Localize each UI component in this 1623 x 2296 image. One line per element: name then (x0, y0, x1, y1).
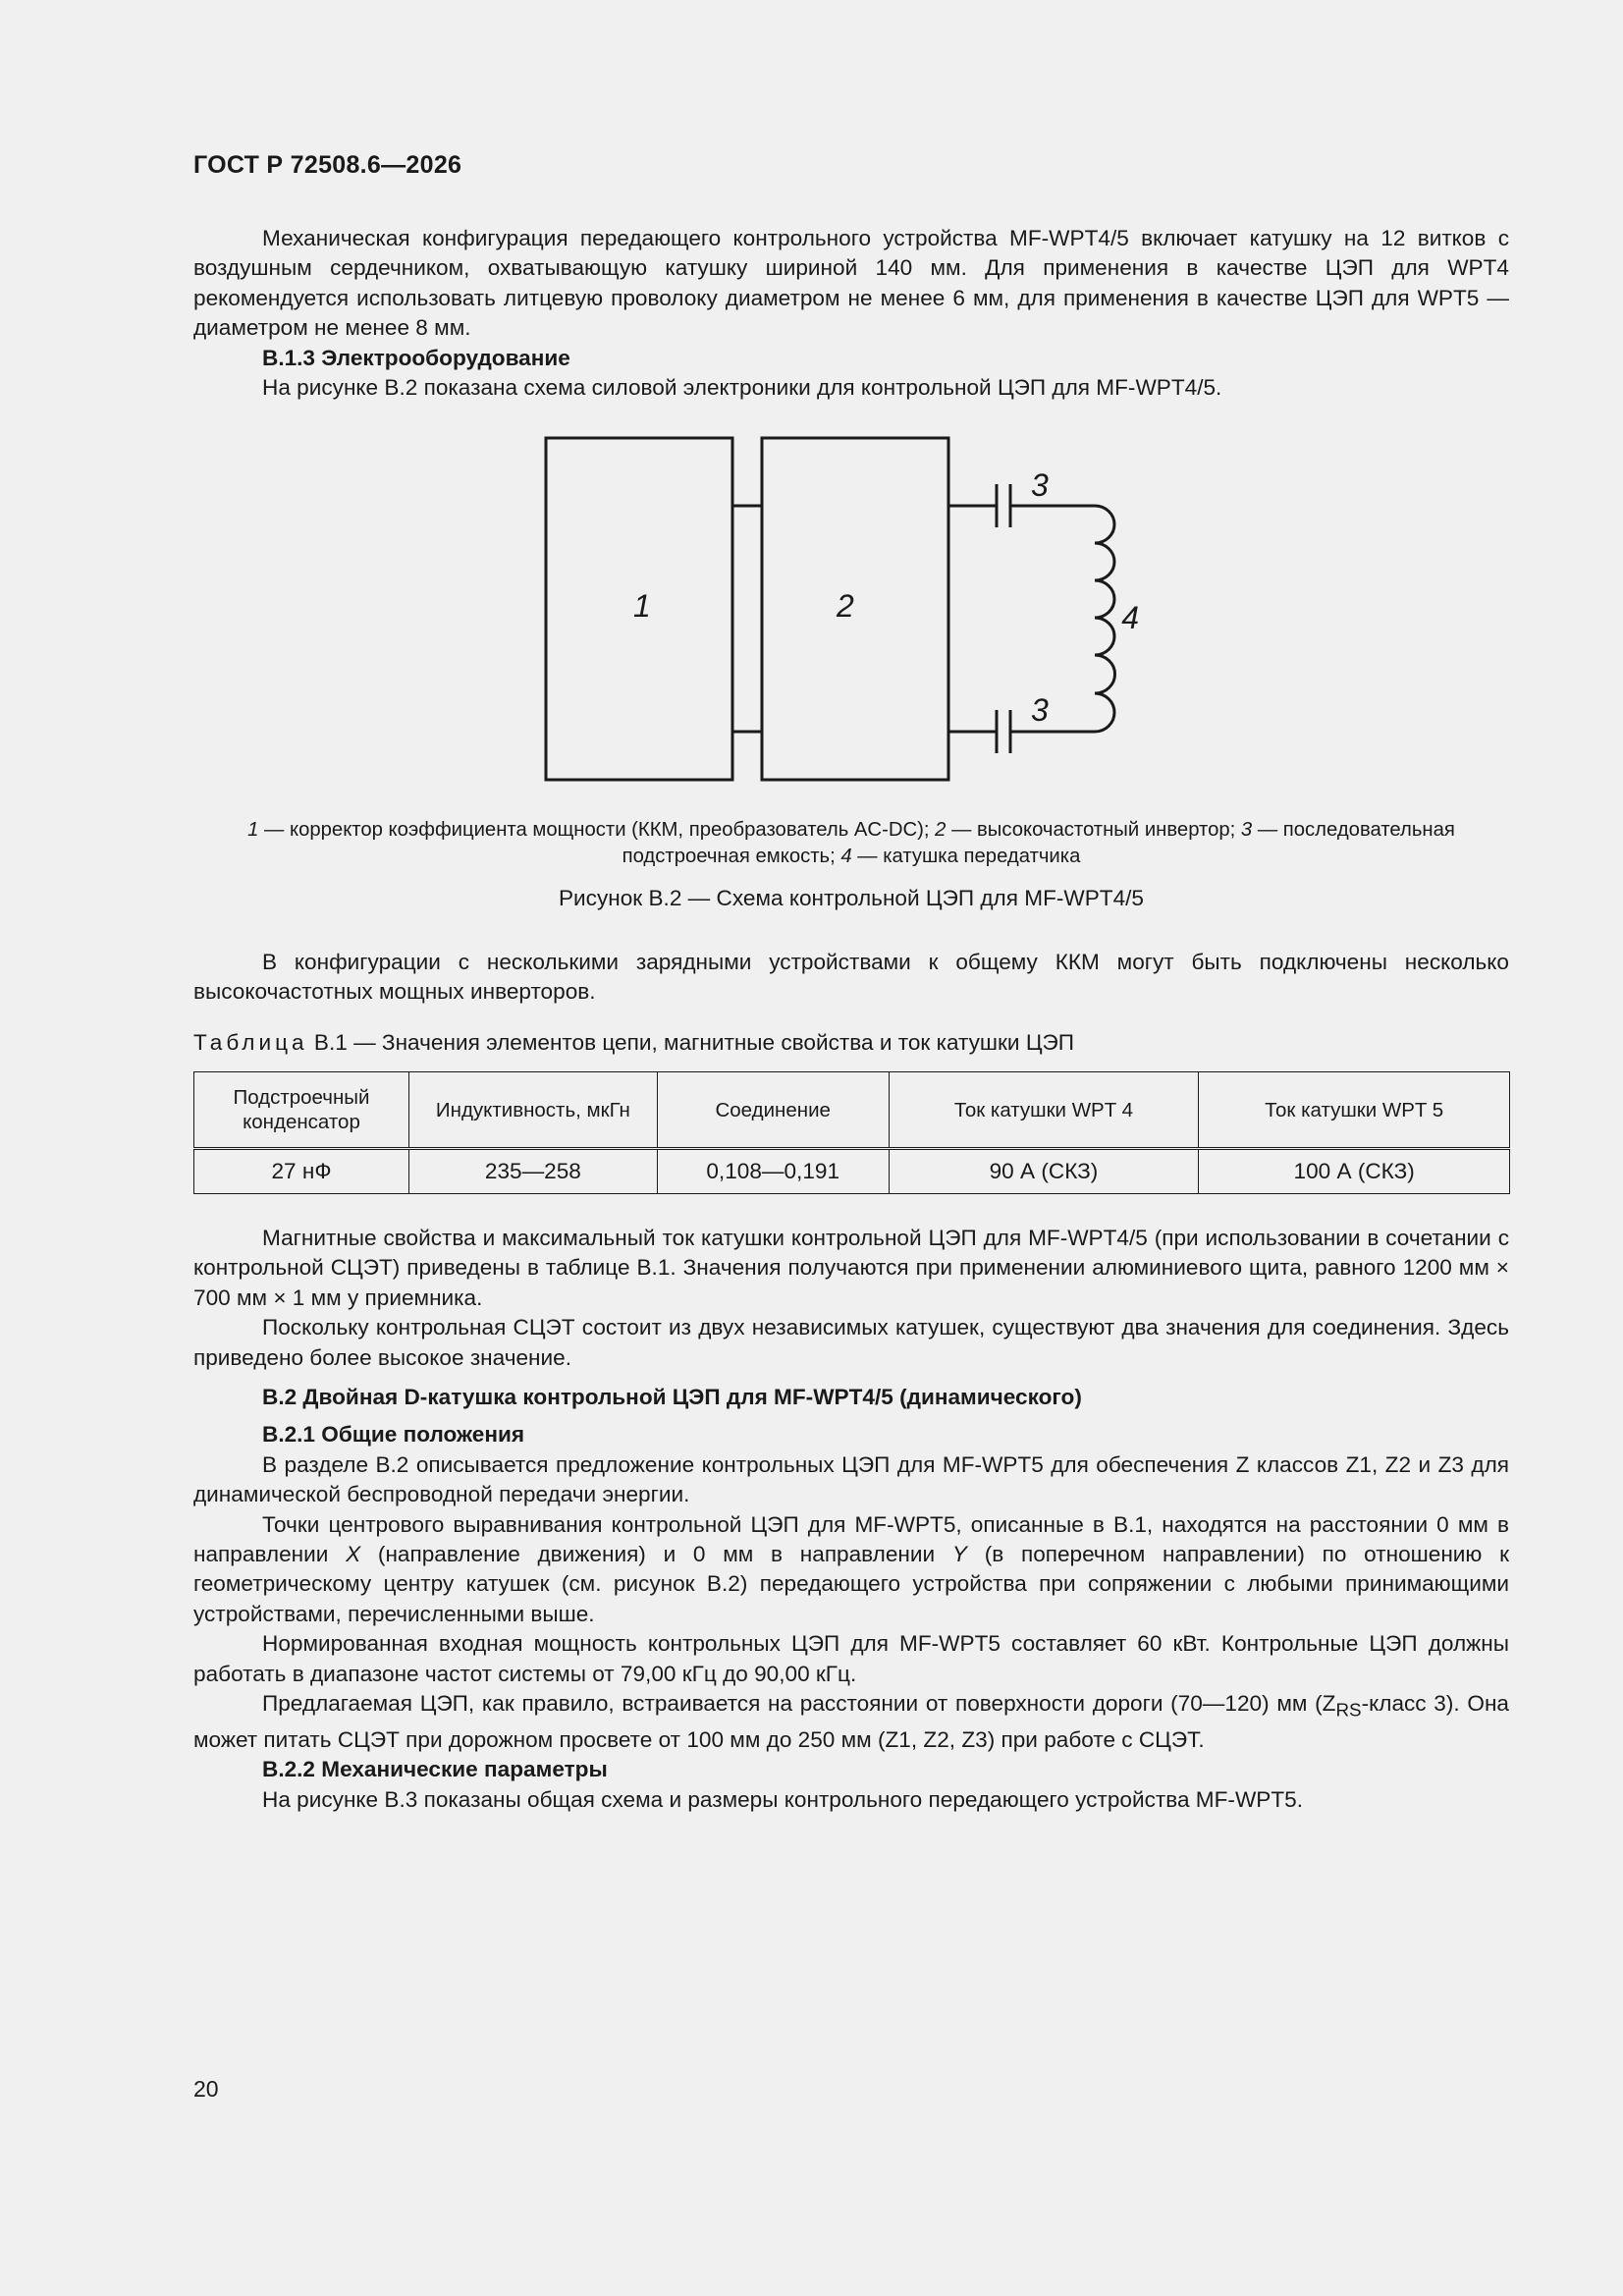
paragraph-mechanical-config: Механическая конфигурация передающего контрольного устройства MF-WPT4/5 включает катушку на 12 витков с воздушным сердечником, охватывающую катушку шириной 140 мм. Для применения в качестве ЦЭП для WPT4 рекомендуется использовать литцевую проволоку диаметром не менее 6 мм, для применения в качестве ЦЭП для WPT5 — диаметром не менее 8 мм. (193, 226, 1509, 341)
label-capacitor-bottom: 3 (1031, 692, 1049, 728)
table-cell: 235—258 (408, 1149, 657, 1194)
label-block-2: 2 (837, 588, 854, 624)
text-block-top (193, 224, 1509, 403)
document-header: ГОСТ Р 72508.6—2026 (193, 151, 462, 179)
paragraph-b13-intro: На рисунке В.2 показана схема силовой электроники для контрольной ЦЭП для MF-WPT4/5. (262, 375, 1222, 401)
figure-title: Рисунок В.2 — Схема контрольной ЦЭП для MF-WPT4/5 (558, 886, 1144, 910)
section-heading-b21: В.2.1 Общие положения (262, 1422, 525, 1448)
circuit-diagram (530, 422, 1139, 786)
figure-legend: 1 — корректор коэффициента мощности (ККМ, преобразователь AC-DC); 2 — высокочастотный инвертор; 3 — последовательная подстроечная емкость; 4 — катушка передатчика (247, 819, 1455, 867)
label-block-1: 1 (633, 588, 651, 624)
section-heading-b13: В.1.3 Электрооборудование (262, 345, 570, 370)
paragraph-b21-embedding: Предлагаемая ЦЭП, как правило, встраивается на расстоянии от поверхности дороги (70—120) мм ($Z_{RS}$-класс 3). Она может питать СЦЭТ при дорожном просвете от 100 мм до 250 мм (Z1, Z2, Z3) при работе с СЦЭТ. (193, 1691, 1510, 1753)
paragraph-multiple-inverters: В конфигурации с несколькими зарядными устройствами к общему ККМ могут быть подключены несколько высокочастотных мощных инверторов. (193, 950, 1509, 1005)
text-block-main (193, 1224, 1509, 1815)
label-capacitor-top: 3 (1031, 467, 1049, 503)
column-header: Ток катушки WPT 4 (889, 1072, 1199, 1149)
table-title: Таблица В.1 — Значения элементов цепи, магнитные свойства и ток катушки ЦЭП (193, 1030, 1075, 1055)
label-coil: 4 (1121, 600, 1139, 635)
table-cell: 27 нФ (194, 1149, 409, 1194)
paragraph-b21-alignment: Точки центрового выравнивания контрольной ЦЭП для MF-WPT5, описанные в В.1, находятся на расстоянии 0 мм в направлении X (направление движения) и 0 мм в направлении Y (в поперечном направлении) по отношению к геометрическому центру катушек (см. рисунок В.2) передающего устройства при сопряжении с любыми принимающими устройствами, перечисленными выше. (193, 1511, 1509, 1626)
text-block-inverters (193, 948, 1509, 1008)
table-cell: 0,108—0,191 (657, 1149, 889, 1194)
page-number: 20 (193, 2076, 219, 2102)
table-row (194, 1149, 1510, 1194)
table-cell: 90 А (СКЗ) (889, 1149, 1199, 1194)
column-header: Индуктивность, мкГн (408, 1072, 657, 1149)
column-header: Соединение (657, 1072, 889, 1149)
table-header-row (194, 1072, 1510, 1149)
table-cell: 100 А (СКЗ) (1199, 1149, 1510, 1194)
data-table (193, 1071, 1510, 1194)
column-header: Подстроечный конденсатор (194, 1072, 409, 1149)
block-inverter (762, 438, 948, 780)
coil-winding (1095, 506, 1115, 732)
column-header: Ток катушки WPT 5 (1199, 1072, 1510, 1149)
paragraph-magnetic-properties: Магнитные свойства и максимальный ток катушки контрольной ЦЭП для MF-WPT4/5 (при использовании в сочетании с контрольной СЦЭТ) приведены в таблице В.1. Значения получаются при применении алюминиевого щита, равного 1200 мм × 700 мм × 1 мм у приемника. (193, 1226, 1509, 1310)
paragraph-b21-scope: В разделе В.2 описывается предложение контрольных ЦЭП для MF-WPT5 для обеспечения Z классов Z1, Z2 и Z3 для динамической беспроводной передачи энергии. (193, 1451, 1509, 1507)
paragraph-b22-intro: На рисунке В.3 показаны общая схема и размеры контрольного передающего устройства MF-WPT5. (262, 1786, 1303, 1812)
section-heading-b2: В.2 Двойная D-катушка контрольной ЦЭП для MF-WPT4/5 (динамического) (262, 1385, 1082, 1410)
paragraph-coupling-values: Поскольку контрольная СЦЭТ состоит из двух независимых катушек, существуют два значения для соединения. Здесь приведено более высокое значение. (193, 1315, 1509, 1370)
paragraph-b21-power: Нормированная входная мощность контрольных ЦЭП для MF-WPT5 составляет 60 кВт. Контрольные ЦЭП должны работать в диапазоне частот системы от 79,00 кГц до 90,00 кГц. (193, 1631, 1509, 1686)
section-heading-b22: В.2.2 Механические параметры (262, 1757, 608, 1782)
